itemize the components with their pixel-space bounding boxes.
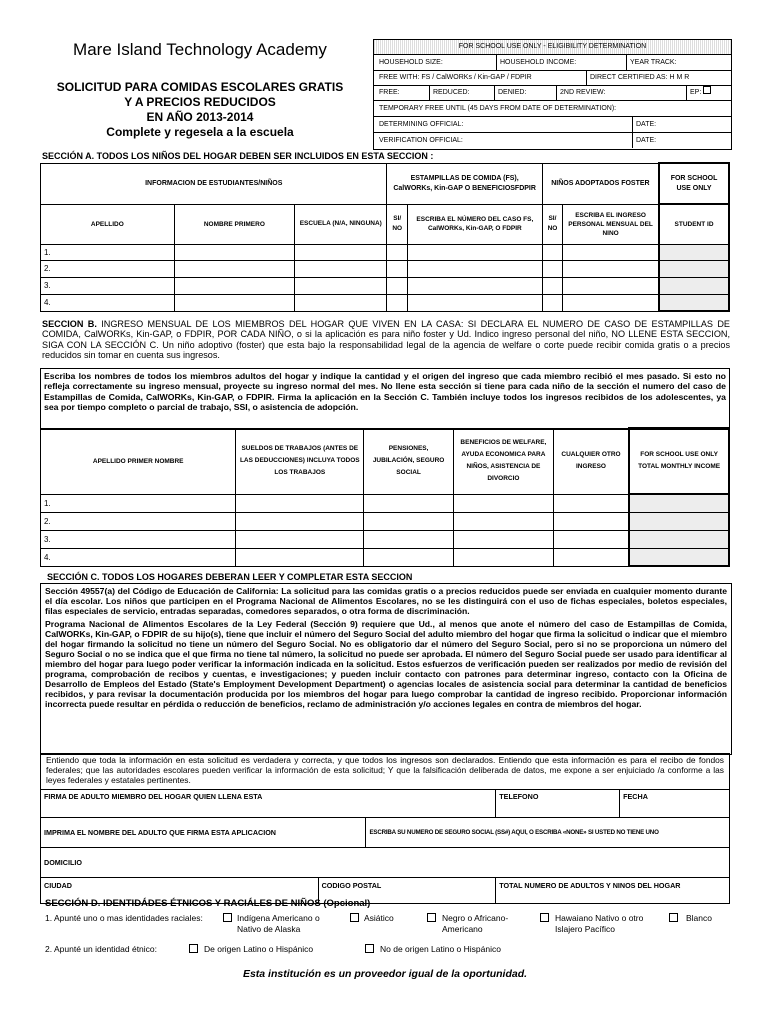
reduced-label: REDUCED: <box>429 86 470 100</box>
caso-cell[interactable] <box>407 244 542 260</box>
otro-cell[interactable] <box>553 548 629 566</box>
table-row <box>41 548 730 566</box>
beneficios-col-header: BENEFICIOS DE WELFARE, AYUDA ECONOMICA PARA NIÑOS, ASISTENCIA DE DIVORCIO <box>454 428 554 494</box>
total-cell <box>629 530 729 548</box>
second-review-label: 2ND REVIEW: <box>556 86 605 100</box>
escuela-cell[interactable] <box>295 244 387 260</box>
caso-cell[interactable] <box>407 260 542 277</box>
ssn-label: ESCRIBA SU NUMERO DE SEGURO SOCIAL (SS#) AQUI, O ESCRIBA «NONE» SI USTED NO TIENE UNO <box>369 829 659 836</box>
table-row <box>41 260 730 277</box>
escuela-cell[interactable] <box>295 277 387 294</box>
determining-official-label: DETERMINING OFFICIAL: <box>379 121 464 128</box>
section-c-para-1: Sección 49557(a) del Código de Educación de California: La solicitud para las comidas gratis o a precios reducidos puede ser enviada en cualquier momento durante el día escolar. Los niños que participen en el Programa Nacional de Alimentos Escolares, no se les distinguirá con el uso de fichas especiales, boletos especiales, filas especiales de servicio, entradas separadas, comedores separados, o otra forma de discriminación. <box>45 586 727 616</box>
section-a-table <box>40 162 730 312</box>
telefono-label: TELEFONO <box>499 792 539 801</box>
blanco-label: Blanco <box>686 913 712 923</box>
total-field[interactable] <box>496 878 730 904</box>
section-b-text: INGRESO MENSUAL DE LOS MIEMBROS DEL HOGAR QUE VIVEN EN LA CASA: SI DECLARA EL NUMERO DE CASO DE ESTAMPILLAS DE COMIDA, CalWORKs, Kin-GAP, o FDPIR, POR CADA NIÑO, o si la aplicación es para niño foster y Ud. Indico ingreso personal del niño, NO LLENE ESTA SECCION, SIGA CON LA SECCIÓN C. Un niño adoptivo (foster) que esta bajo la responsabilidad legal de la agencia de welfare o corte puede recibir comida gratis o a precios reducidos sin tomar en cuenta sus ingresos. <box>42 319 730 361</box>
title-line-1: SOLICITUD PARA COMIDAS ESCOLARES GRATIS <box>56 80 344 94</box>
pensiones-cell[interactable] <box>364 494 454 512</box>
table-row <box>41 530 730 548</box>
si-no-cell[interactable] <box>542 277 562 294</box>
otro-cell[interactable] <box>553 494 629 512</box>
sueldos-cell[interactable] <box>236 548 364 566</box>
row-number: 4. <box>41 294 175 311</box>
section-d-title: SECCIÓN D. IDENTIDÁDES ÉTNICOS Y RACIÁLES DE NIÑOS <box>45 898 321 909</box>
escuela-cell[interactable] <box>295 294 387 311</box>
student-id-cell <box>659 294 729 311</box>
section-b-instructions: Escriba los nombres de todos los miembros adultos del hogar y indique la cantidad y el origen del ingreso que cada miembro recibió el mes pasado. Si esto no refleja correctamente su ingreso mensual, proyecte su ingreso normal del mes. No llene esta sección si tiene para cada niño de la sección el numero del caso de Estampillas de Comida, CalWORKs, Kin-GAP, o FDPIR. Firma la aplicación en la Sección C. También incluye todos los ingresos recibidos de los adolescentes, ya sea por tiempo completo o parcial de trabajo, SSI, o asistencia de adopción. <box>40 368 730 430</box>
student-info-header: INFORMACION DE ESTUDIANTES/NIÑOS <box>41 163 387 204</box>
section-c-legal-box <box>40 583 732 755</box>
no-latino-label: No de origen Latino o Hispánico <box>380 944 501 954</box>
firma-label: FIRMA DE ADULTO MIEMBRO DEL HOGAR QUIEN LLENA ESTA <box>44 792 263 801</box>
pensiones-cell[interactable] <box>364 512 454 530</box>
latino-label: De origen Latino o Hispánico <box>204 944 314 954</box>
row-number: 2. <box>41 260 175 277</box>
otro-cell[interactable] <box>553 530 629 548</box>
asiatico-label: Asiático <box>364 913 394 923</box>
estampillas-header: ESTAMPILLAS DE COMIDA (FS), CalWORKs, Kin-GAP O BENEFICIOSFDPIR <box>387 163 542 204</box>
section-c-heading: SECCIÓN C. TODOS LOS HOGARES DEBERAN LEER Y COMPLETAR ESTA SECCION <box>47 572 413 582</box>
escriba-ingreso-header: ESCRIBA EL INGRESO PERSONAL MENSUAL DEL NINO <box>563 204 659 244</box>
domicilio-field[interactable] <box>41 848 730 878</box>
student-id-header: STUDENT ID <box>659 204 729 244</box>
ssn-field[interactable] <box>366 818 730 848</box>
beneficios-cell[interactable] <box>454 494 554 512</box>
pensiones-cell[interactable] <box>364 548 454 566</box>
apellido-header: APELLIDO <box>41 204 175 244</box>
blanco-checkbox[interactable] <box>669 913 678 922</box>
q1-label: 1. Apunté uno o mas identidades raciales: <box>45 913 203 923</box>
negro-label: Negro o Africano-Americano <box>442 913 509 934</box>
footer-statement: Esta institución es un proveedor igual de la oportunidad. <box>242 968 528 980</box>
verification-official-label: VERIFICATION OFFICIAL: <box>379 137 463 144</box>
otro-col-header: CUALQUIER OTRO INGRESO <box>553 428 629 494</box>
row-number: 1. <box>41 494 236 512</box>
beneficios-cell[interactable] <box>454 530 554 548</box>
student-id-cell <box>659 277 729 294</box>
nombre-cell[interactable] <box>174 244 294 260</box>
latino-checkbox[interactable] <box>189 944 198 953</box>
codigo-label: CODIGO POSTAL <box>321 881 382 890</box>
total-cell <box>629 548 729 566</box>
caso-cell[interactable] <box>407 277 542 294</box>
si-no-cell[interactable] <box>542 294 562 311</box>
row-number: 1. <box>41 244 175 260</box>
escuela-header: ESCUELA (N/A, NINGUNA) <box>295 204 387 244</box>
sueldos-cell[interactable] <box>236 530 364 548</box>
table-row <box>41 512 730 530</box>
ingreso-cell[interactable] <box>563 277 659 294</box>
indigena-checkbox[interactable] <box>223 913 232 922</box>
row-number: 4. <box>41 548 236 566</box>
pensiones-cell[interactable] <box>364 530 454 548</box>
ep-label: EP: <box>690 89 702 96</box>
student-id-cell <box>659 244 729 260</box>
pensiones-col-header: PENSIONES, JUBILACIÓN, SEGURO SOCIAL <box>364 428 454 494</box>
domicilio-label: DOMICILIO <box>44 858 82 867</box>
nombre-cell[interactable] <box>174 260 294 277</box>
row-number: 2. <box>41 512 236 530</box>
school-use-col-header: FOR SCHOOL USE ONLY TOTAL MONTHLY INCOME <box>629 428 729 494</box>
row-number: 3. <box>41 277 175 294</box>
section-c-attestation: Entiendo que toda la información en esta solicitud es verdadera y correcta, y que todos los ingresos son declarados. Entiendo que esta información es para el recibo de fondos federales; que las autoridades escolares pueden verificar la información de esta solicitud; Y que la falsificación deliberada de datos, me expone a ser enjuiciado /a conforme a las leyes federales y estatales pertinentes. <box>41 754 730 790</box>
asiatico-checkbox[interactable] <box>350 913 359 922</box>
nombre-cell[interactable] <box>174 277 294 294</box>
beneficios-cell[interactable] <box>454 512 554 530</box>
ep-field <box>686 86 711 100</box>
nombre-header: NOMBRE PRIMERO <box>174 204 294 244</box>
section-b-table <box>40 427 730 567</box>
fecha-field[interactable] <box>620 790 730 818</box>
school-use-header-a: FOR SCHOOL USE ONLY <box>659 163 729 204</box>
section-d-heading <box>45 898 370 909</box>
hawaiano-checkbox[interactable] <box>540 913 549 922</box>
ingreso-cell[interactable] <box>563 294 659 311</box>
si-no-cell[interactable] <box>387 244 407 260</box>
telefono-field[interactable] <box>496 790 620 818</box>
title-line-4: Complete y regesela a la escuela <box>106 125 294 139</box>
name-col-header: APELLIDO PRIMER NOMBRE <box>41 428 236 494</box>
adoptados-header: NIÑOS ADOPTADOS FOSTER <box>542 163 659 204</box>
indigena-label: Indígena Americano o Nativo de Alaska <box>237 913 320 934</box>
total-label: TOTAL NUMERO DE ADULTOS Y NINOS DEL HOGAR <box>499 881 681 890</box>
section-a-heading: SECCIÓN A. TODOS LOS NIÑOS DEL HOGAR DEBEN SER INCLUIDOS EN ESTA SECCION : <box>42 151 434 161</box>
hawaiano-label: Hawaiano Nativo o otro Islajero Pacífico <box>555 913 644 934</box>
negro-checkbox[interactable] <box>427 913 436 922</box>
direct-certified-label: DIRECT CERTIFIED AS: H M R <box>586 71 689 85</box>
si-no-header-1: SI/ NO <box>387 204 407 244</box>
si-no-cell[interactable] <box>387 294 407 311</box>
section-d-optional: (Opcional) <box>323 898 371 909</box>
table-row <box>41 277 730 294</box>
year-track-label: YEAR TRACK: <box>626 55 677 70</box>
school-use-title: FOR SCHOOL USE ONLY - ELIGIBILITY DETERMINATION <box>374 40 731 55</box>
si-no-cell[interactable] <box>387 277 407 294</box>
q2-label: 2. Apunté un identidad étnico: <box>45 944 158 954</box>
sueldos-cell[interactable] <box>236 512 364 530</box>
title-line-2: Y A PRECIOS REDUCIDOS <box>124 95 276 109</box>
si-no-header-2: SI/ NO <box>542 204 562 244</box>
nombre-cell[interactable] <box>174 294 294 311</box>
title-line-3: EN AÑO 2013-2014 <box>146 110 254 124</box>
caso-cell[interactable] <box>407 294 542 311</box>
school-name: Mare Island Technology Academy <box>73 40 327 59</box>
sueldos-col-header: SUELDOS DE TRABAJOS (ANTES DE LAS DEDUCCIONES) INCLUYA TODOS LOS TRABAJOS <box>236 428 364 494</box>
section-b-label: SECCION B. <box>42 319 97 329</box>
household-income-label: HOUSEHOLD INCOME: <box>496 55 576 70</box>
household-size-label: HOUSEHOLD SIZE: <box>379 59 443 66</box>
escriba-caso-header: ESCRIBA EL NÚMERO DEL CASO FS, CalWORKs, Kin-GAP, O FDPIR <box>407 204 542 244</box>
imprima-label: IMPRIMA EL NOMBRE DEL ADULTO QUE FIRMA ESTA APLICACION <box>44 828 276 837</box>
sueldos-cell[interactable] <box>236 494 364 512</box>
row-number: 3. <box>41 530 236 548</box>
temporary-free-label: TEMPORARY FREE UNTIL (45 DAYS FROM DATE OF DETERMINATION): <box>374 101 731 117</box>
total-cell <box>629 494 729 512</box>
table-row <box>41 294 730 311</box>
date-label-1: DATE: <box>632 117 656 132</box>
ingreso-cell[interactable] <box>563 244 659 260</box>
ep-checkbox[interactable] <box>703 86 711 94</box>
si-no-cell[interactable] <box>542 244 562 260</box>
school-use-box <box>373 39 732 150</box>
table-row <box>41 244 730 260</box>
ingreso-cell[interactable] <box>563 260 659 277</box>
form-title <box>40 80 360 140</box>
si-no-cell[interactable] <box>542 260 562 277</box>
ciudad-label: CIUDAD <box>44 881 72 890</box>
firma-field[interactable] <box>41 790 496 818</box>
date-label-2: DATE: <box>632 133 656 148</box>
no-latino-checkbox[interactable] <box>365 944 374 953</box>
fecha-label: FECHA <box>623 792 648 801</box>
total-cell <box>629 512 729 530</box>
si-no-cell[interactable] <box>387 260 407 277</box>
section-c-signature-table <box>40 753 730 904</box>
denied-label: DENIED: <box>494 86 526 100</box>
table-row <box>41 494 730 512</box>
escuela-cell[interactable] <box>295 260 387 277</box>
student-id-cell <box>659 260 729 277</box>
section-b-intro <box>42 319 730 361</box>
imprima-field[interactable] <box>41 818 366 848</box>
beneficios-cell[interactable] <box>454 548 554 566</box>
free-with-label: FREE WITH: FS / CalWORKs / Kin-GAP / FDPIR <box>379 74 532 81</box>
free-label: FREE: <box>379 89 400 96</box>
section-c-para-2: Programa Nacional de Alimentos Escolares de la Ley Federal (Sección 9) requiere que Ud., al menos que anote el número del caso de Estampillas de Comida, CalWORKs, Kin-GAP, o FDPIR de su hijo(s), tiene que incluir el número del Seguro Social del adulto miembro del hogar que firma la solicitud o indicar que el miembro del hogar firmando la solicitud no tiene un número del Seguro Social. No es obligatorio dar el número del Seguro Social, pero si no se proporciona un número del Seguro Social o no se indica que el que firma no tiene tal número, la solicitud no puede ser aprobada. El número del Seguro Social puede ser usado para identificar al miembro del hogar para luego poder verificar la información indicada en la solicitud. Estos esfuerzos de verificación pueden ser realizados por medio de revisión del programa, comprobación de recibos y cuentas, e investigaciones; y pueden incluir contacto con patrones para determinar ingreso, contacto con la Oficina de Desarrollo de Empleos del Estado (State's Employment Development Department) o agencias locales de asistencia social para determinar la cantidad de beneficios recibidos, y para revisar la documentación producida por los miembros del hogar para luego comprobar la cantidad de ingreso recibido. Proporcionar información incorrecta puede resultar en pérdida o reducción de beneficios, reclamo de administración y/o acciones legales en contra de miembros del hogar. <box>45 619 727 709</box>
otro-cell[interactable] <box>553 512 629 530</box>
